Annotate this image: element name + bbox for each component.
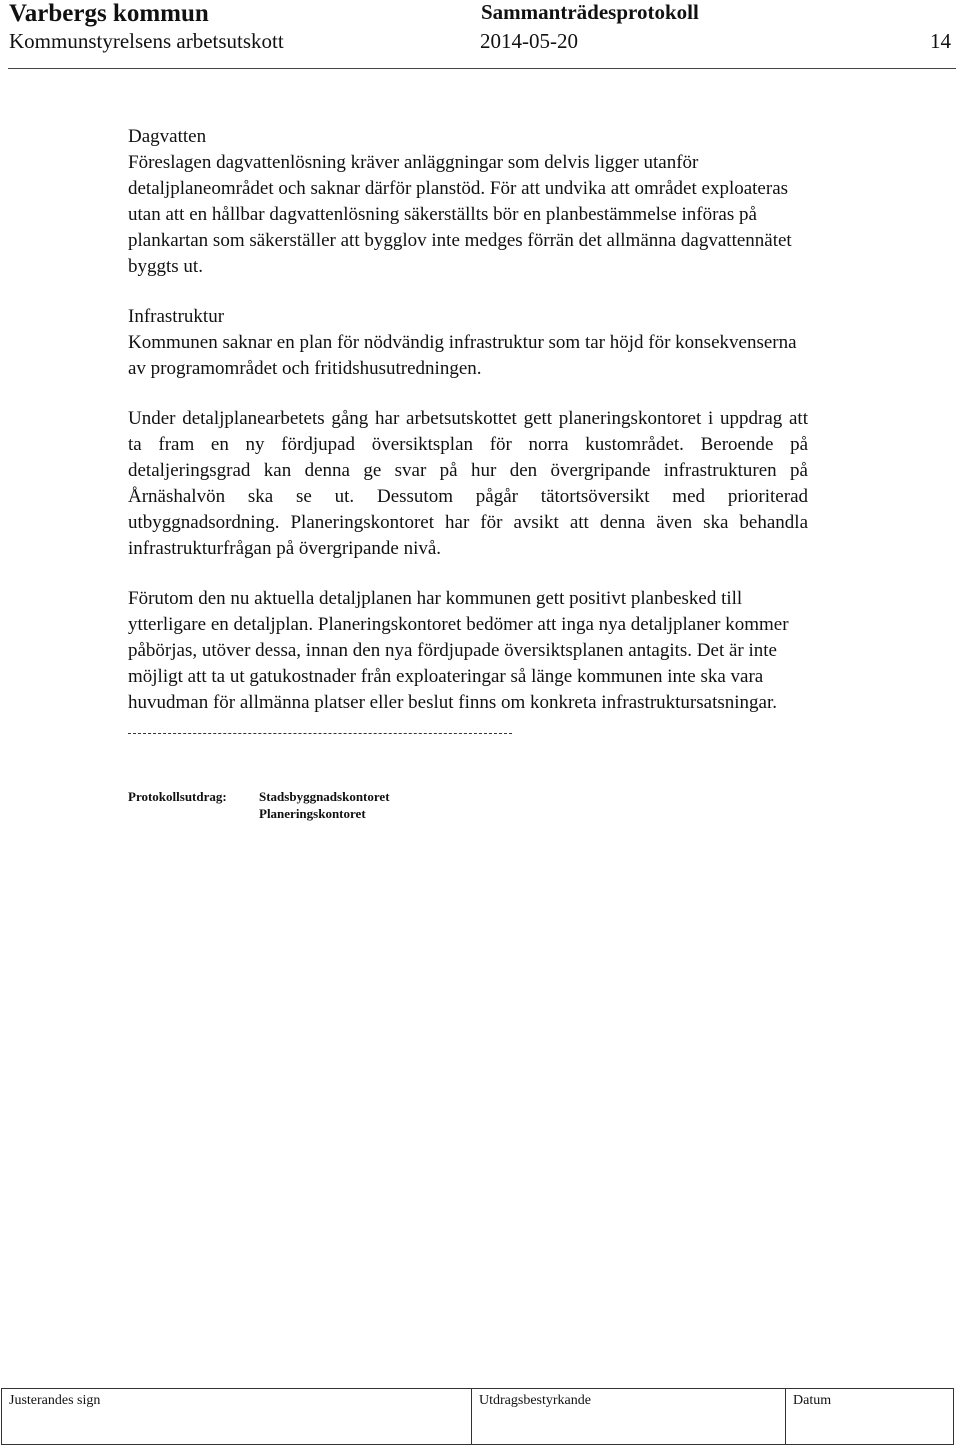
header-document-type: Sammanträdesprotokoll [481, 0, 699, 24]
header-date: 2014-05-20 [480, 29, 578, 53]
adjuster-sign-cell [2, 1389, 472, 1444]
end-of-section-dashes [128, 733, 512, 734]
header-rule [8, 68, 956, 69]
section-body: Kommunen saknar en plan för nödvändig infrastruktur som tar höjd för konsekvenserna av programområdet och fritidshusutredningen. [128, 332, 797, 379]
section-infrastruktur [128, 304, 808, 382]
date-label: Datum [793, 1393, 832, 1408]
header-board: Kommunstyrelsens arbetsutskott [9, 29, 284, 53]
section-dagvatten [128, 124, 808, 280]
header-organization: Varbergs kommun [9, 0, 209, 27]
main-content [128, 124, 808, 740]
paragraph: Under detaljplanearbetets gång har arbetsutskottet gett planeringskontoret i uppdrag att ta fram en ny fördjupad översiktsplan för norra kustområdet. Beroende på detaljeringsgrad kan denna ge svar på hur den övergripande infrastrukturen på Årnäshalvön ska se ut. Dessutom pågår tätortsöversikt med prioriterad utbyggnadsordning. Planeringskontoret har för avsikt att denna även ska behandla infrastrukturfrågan på övergripande nivå. [128, 408, 808, 559]
recipient: Stadsbyggnadskontoret [259, 789, 390, 804]
extract-certification-label: Utdragsbestyrkande [479, 1393, 591, 1408]
section-heading: Infrastruktur [128, 306, 225, 327]
extract-certification-cell [472, 1389, 786, 1444]
extract-recipients [259, 788, 390, 822]
section-body: Föreslagen dagvattenlösning kräver anläggningar som delvis ligger utanför detaljplaneområdet och saknar därför planstöd. För att undvika att området exploateras utan att en hållbar dagvattenlösning säkerställts bör en planbestämmelse införas på plankartan som säkerställer att bygglov inte medges förrän det allmänna dagvattennätet byggts ut. [128, 152, 792, 277]
date-cell [786, 1389, 955, 1444]
header-page-number: 14 [930, 29, 951, 53]
recipient: Planeringskontoret [259, 806, 366, 821]
paragraph: Förutom den nu aktuella detaljplanen har kommunen gett positivt planbesked till ytterligare en detaljplan. Planeringskontoret bedömer att inga nya detaljplaner kommer påbörjas, utöver dessa, innan den nya fördjupade översiktsplanen antagits. Det är inte möjligt att ta ut gatukostnader från exploateringar så länge kommunen inte ska vara huvudman för allmänna platser eller beslut finns om konkreta infrastruktursatsningar. [128, 588, 789, 713]
section-heading: Dagvatten [128, 126, 207, 147]
extract-label: Protokollsutdrag: [128, 789, 227, 804]
signature-footer [1, 1388, 954, 1445]
adjuster-sign-label: Justerandes sign [9, 1393, 101, 1408]
